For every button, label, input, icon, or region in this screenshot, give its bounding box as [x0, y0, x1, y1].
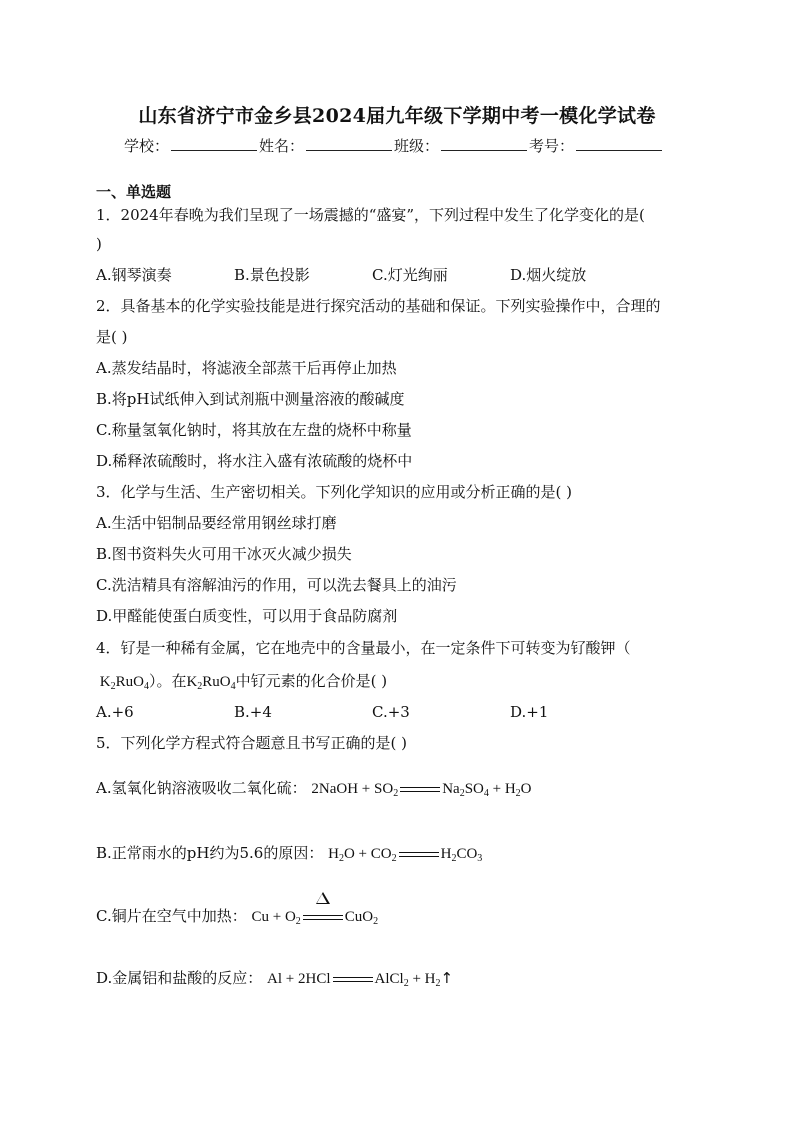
q5-equation-d: Al + 2HCl AlCl$_2$ + $H_2↑$	[267, 969, 454, 989]
q1-option-d[interactable]: D.烟火绽放	[510, 266, 587, 284]
k2ruo4-formula-2: $K_2RuO_4$	[186, 674, 236, 692]
q3-option-d[interactable]: D.甲醛能使蛋白质变性，可以用于食品防腐剂	[96, 607, 398, 625]
heat-equals-sign	[303, 914, 343, 922]
equals-sign	[399, 851, 439, 859]
class-blank[interactable]	[441, 136, 527, 151]
exam-title: 山东省济宁市金乡县2024届九年级下学期中考一模化学试卷	[138, 105, 656, 127]
number-label: 考号：	[529, 137, 575, 155]
q5-option-c[interactable]	[96, 905, 378, 926]
k2ruo4-formula: $K_2RuO_4$	[96, 674, 149, 692]
q2-option-d[interactable]: D.稀释浓硫酸时，将水注入盛有浓硫酸的烧杯中	[96, 452, 413, 470]
heat-triangle-icon	[303, 892, 343, 904]
q3-option-a[interactable]: A.生活中铝制品要经常用钢丝球打磨	[96, 514, 337, 532]
q5-equation-a: 2NaOH + $SO_2$ $Na_2SO_4 + H_2O$	[311, 781, 532, 799]
q1-option-a[interactable]: A.钢琴演奏	[96, 266, 172, 284]
q2-option-b[interactable]: B.将pH试纸伸入到试剂瓶中测量溶液的酸碱度	[96, 390, 405, 408]
q4-stem-line2	[96, 670, 387, 691]
q1-stem-line1: 1．2024年春晚为我们呈现了一场震撼的“盛宴”，下列过程中发生了化学变化的是(	[96, 206, 645, 224]
equals-sign	[400, 786, 440, 794]
q4-option-b[interactable]: B.+4	[234, 703, 272, 721]
q4-option-a[interactable]: A.+6	[96, 703, 134, 721]
q5-option-b-text: B.正常雨水的pH约为5.6的原因：	[96, 844, 324, 862]
q2-option-a[interactable]: A.蒸发结晶时，将滤液全部蒸干后再停止加热	[96, 359, 397, 377]
q5-option-d-text: D.金属铝和盐酸的反应：	[96, 969, 263, 987]
student-info-row	[124, 135, 664, 156]
q3-stem: 3．化学与生活、生产密切相关。下列化学知识的应用或分析正确的是( )	[96, 483, 573, 501]
q1-option-c[interactable]: C.灯光绚丽	[372, 266, 448, 284]
gas-arrow-icon: ↑	[440, 969, 454, 987]
q1-option-b[interactable]: B.景色投影	[234, 266, 310, 284]
q5-option-c-text: C.铜片在空气中加热：	[96, 907, 247, 925]
q5-option-a[interactable]	[96, 777, 532, 798]
q5-option-b[interactable]	[96, 842, 482, 863]
class-label: 班级：	[394, 137, 440, 155]
q5-option-d[interactable]	[96, 967, 453, 988]
q5-stem: 5．下列化学方程式符合题意且书写正确的是( )	[96, 734, 408, 752]
name-blank[interactable]	[306, 136, 392, 151]
q2-stem-line1: 2．具备基本的化学实验技能是进行探究活动的基础和保证。下列实验操作中，合理的	[96, 297, 661, 315]
equals-sign	[333, 976, 373, 984]
q4-stem-line1: 4．钌是一种稀有金属，它在地壳中的含量最小，在一定条件下可转变为钌酸钾（	[96, 639, 631, 657]
q3-option-b[interactable]: B.图书资料失火可用干冰灭火减少损失	[96, 545, 352, 563]
q4-stem-mid: ）。在	[148, 672, 187, 690]
school-label: 学校：	[124, 137, 170, 155]
q5-option-a-text: A.氢氧化钠溶液吸收二氧化硫：	[96, 779, 307, 797]
school-blank[interactable]	[171, 136, 257, 151]
q2-option-c[interactable]: C.称量氢氧化钠时，将其放在左盘的烧杯中称量	[96, 421, 412, 439]
number-blank[interactable]	[576, 136, 662, 151]
q4-stem-end: 中钌元素的化合价是( )	[235, 672, 388, 690]
q1-stem-line2: )	[96, 235, 102, 253]
q3-option-c[interactable]: C.洗洁精具有溶解油污的作用，可以洗去餐具上的油污	[96, 576, 457, 594]
q4-option-d[interactable]: D.+1	[510, 703, 549, 721]
name-label: 姓名：	[259, 137, 305, 155]
section-heading: 一、单选题	[96, 183, 172, 201]
q2-stem-line2: 是( )	[96, 328, 128, 346]
q5-equation-c: $Cu + O_2$ CuO$_2$	[252, 909, 379, 925]
q4-option-c[interactable]: C.+3	[372, 703, 410, 721]
q5-equation-b: $H_2O + CO_2$ $H_2CO_3$	[328, 846, 483, 864]
